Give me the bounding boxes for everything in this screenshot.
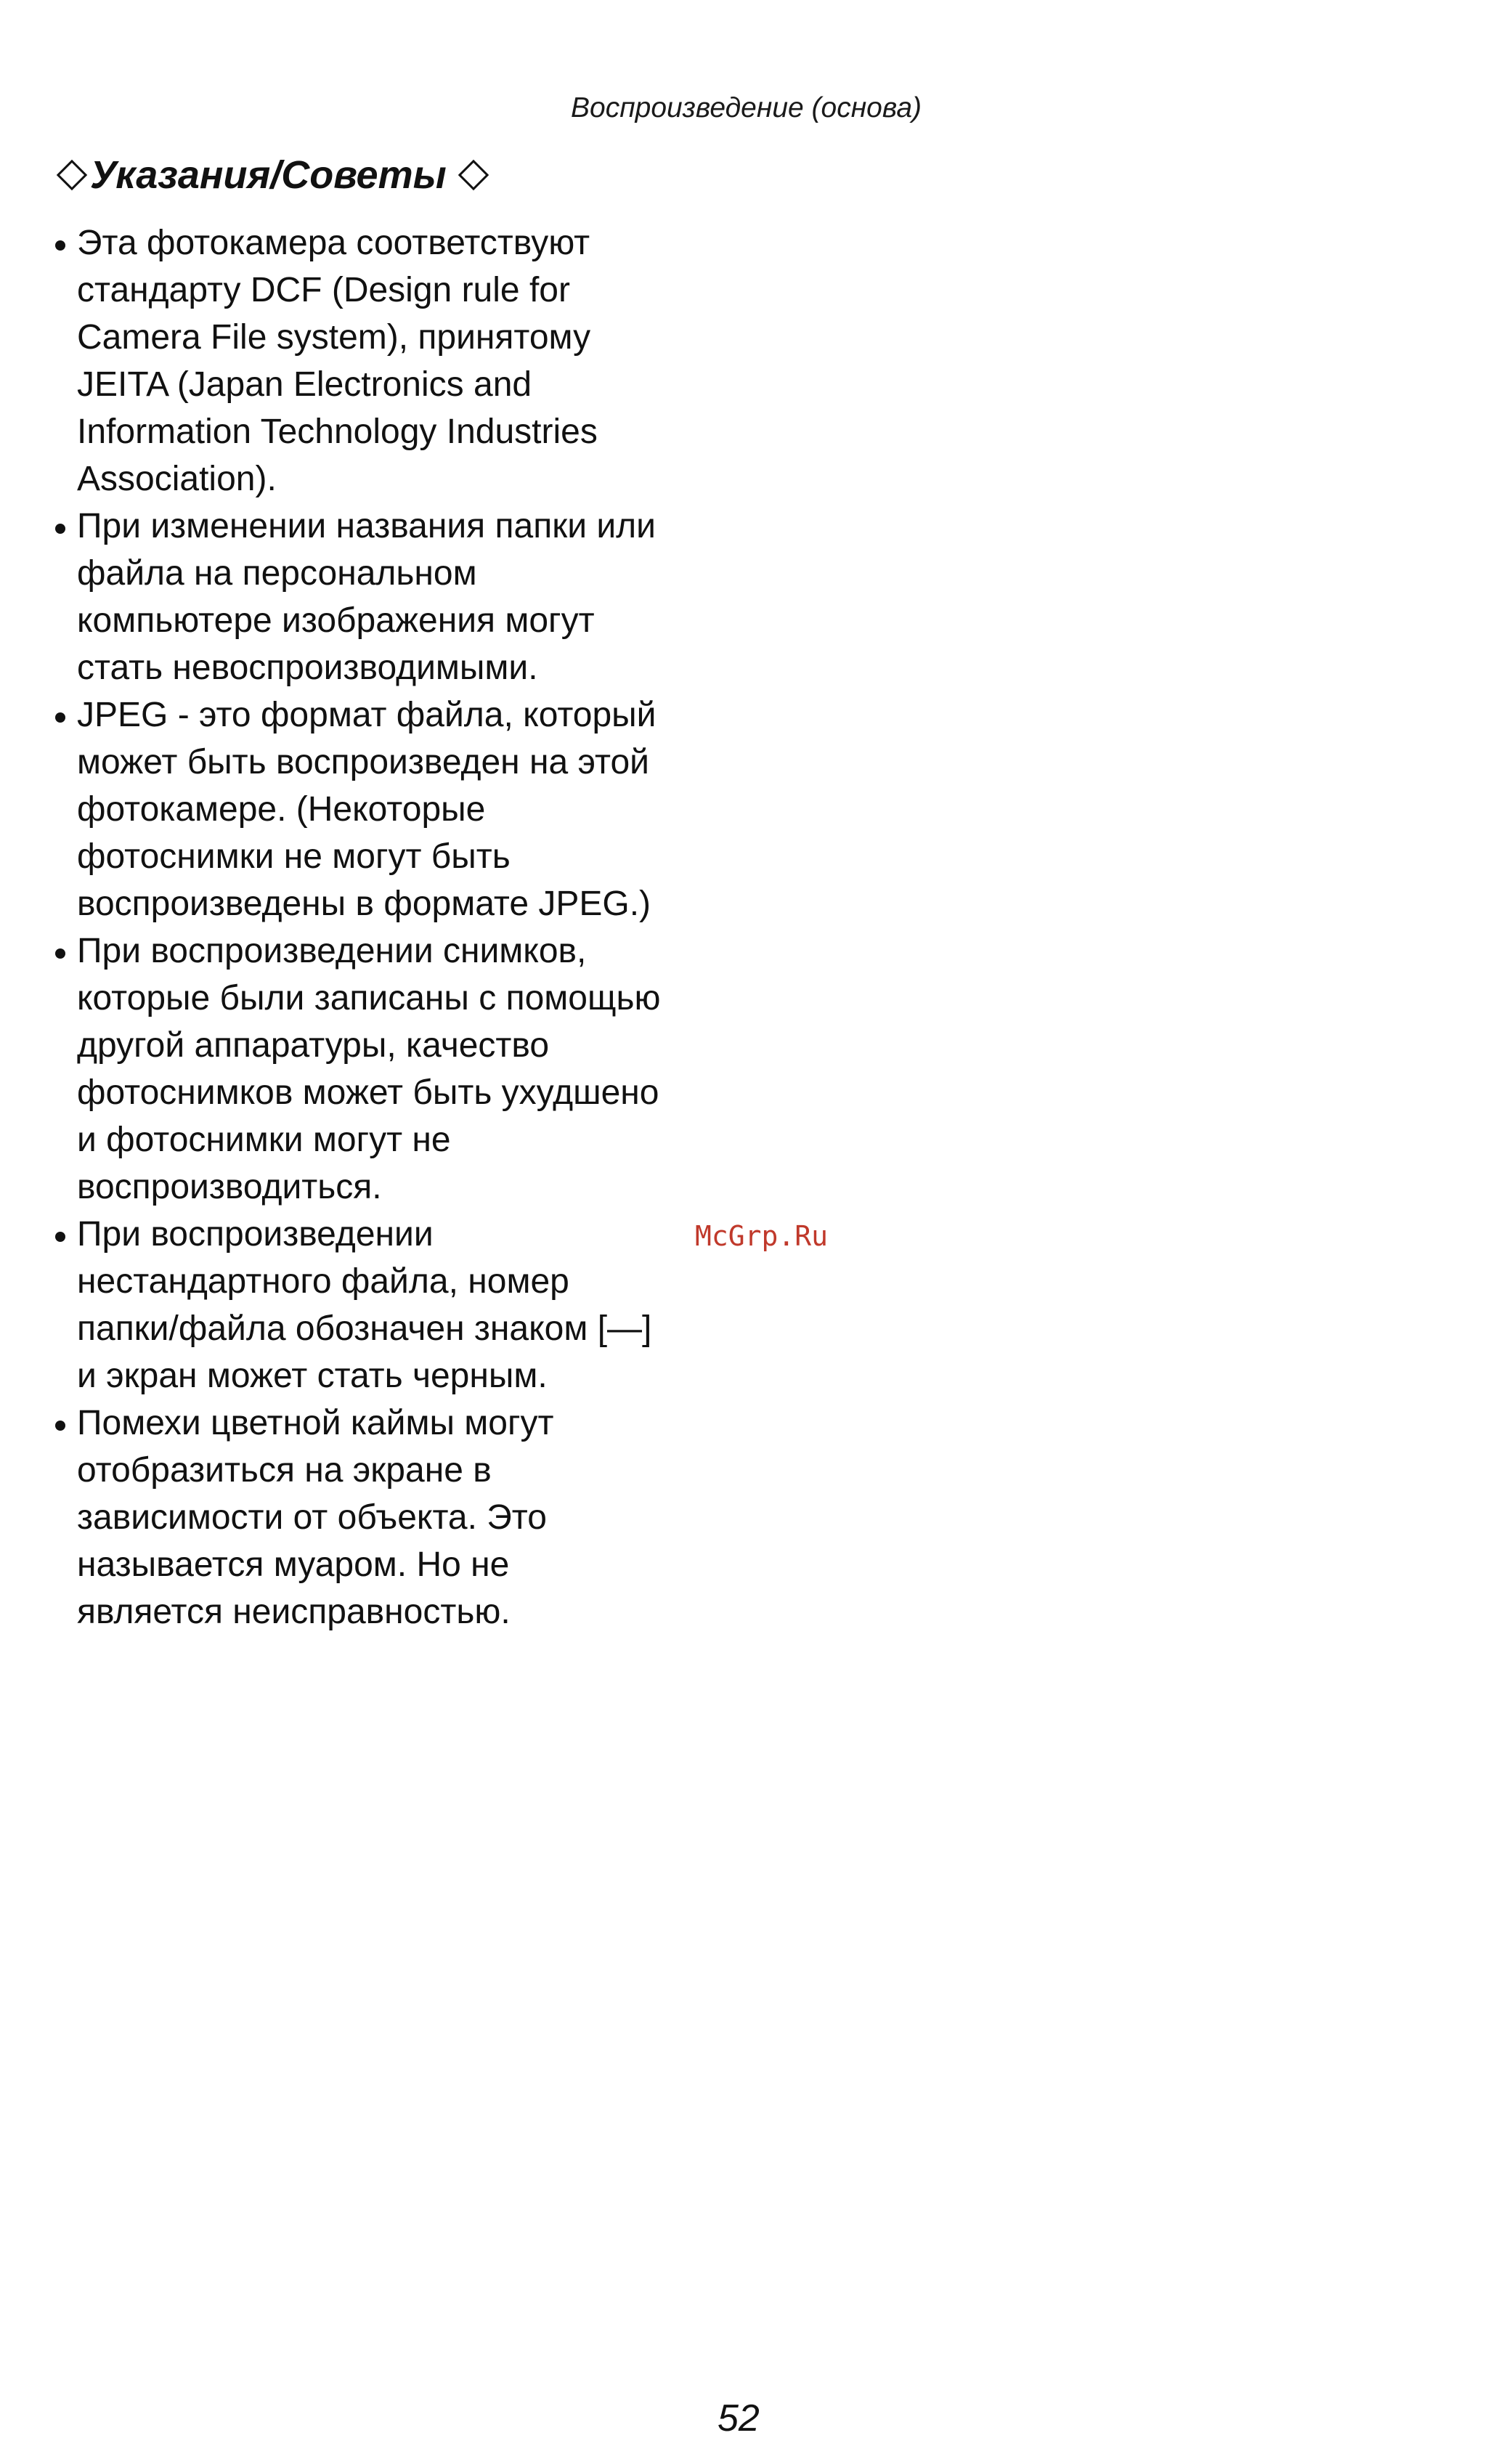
running-header: Воспроизведение (основа) [571,92,922,123]
tip-text: JPEG - это формат файла, который может быть воспроизведен на этой фотокамере. (Некоторые фотоснимки не могут быть воспроизведены в формате JPEG.) [77,696,657,923]
section-title [52,153,484,198]
tip-text: Помехи цветной каймы могут отобразиться на экране в зависимости от объекта. Это называется муаром. Но не является неисправностью. [77,1404,554,1631]
tip-item [51,503,777,691]
tip-item [51,219,777,503]
tips-list [51,219,777,1636]
tip-item [51,691,777,927]
tip-text: При воспроизведении нестандартного файла, номер папки/файла обозначен знаком [—] и экран может стать черным. [77,1215,652,1395]
tip-text: При воспроизведении снимков, которые были записаны с помощью другой аппаратуры, качество фотоснимков может быть ухудшено и фотоснимки могут не воспроизводиться. [77,932,661,1206]
page-number: 52 [718,2397,760,2439]
bullet-icon [55,1421,65,1431]
watermark-link[interactable]: McGrp.Ru [695,1220,829,1252]
diamond-outline-icon [57,160,87,190]
tip-text: При изменении названия папки или файла на персональном компьютере изображения могут стать невоспроизводимыми. [77,507,656,687]
tip-item [51,1211,777,1399]
bullet-icon [55,240,65,251]
tip-item [51,1399,777,1636]
section-title-text: Указания/Советы [90,153,447,197]
bullet-icon [55,712,65,723]
tip-text: Эта фотокамера соответствуют стандарту DCF (Design rule for Camera File system), принятому JEITA (Japan Electronics and Information Technology Industries Association). [77,224,598,498]
tip-item [51,927,777,1211]
bullet-icon [55,524,65,534]
diamond-outline-icon [458,160,488,190]
bullet-icon [55,948,65,959]
bullet-icon [55,1232,65,1242]
